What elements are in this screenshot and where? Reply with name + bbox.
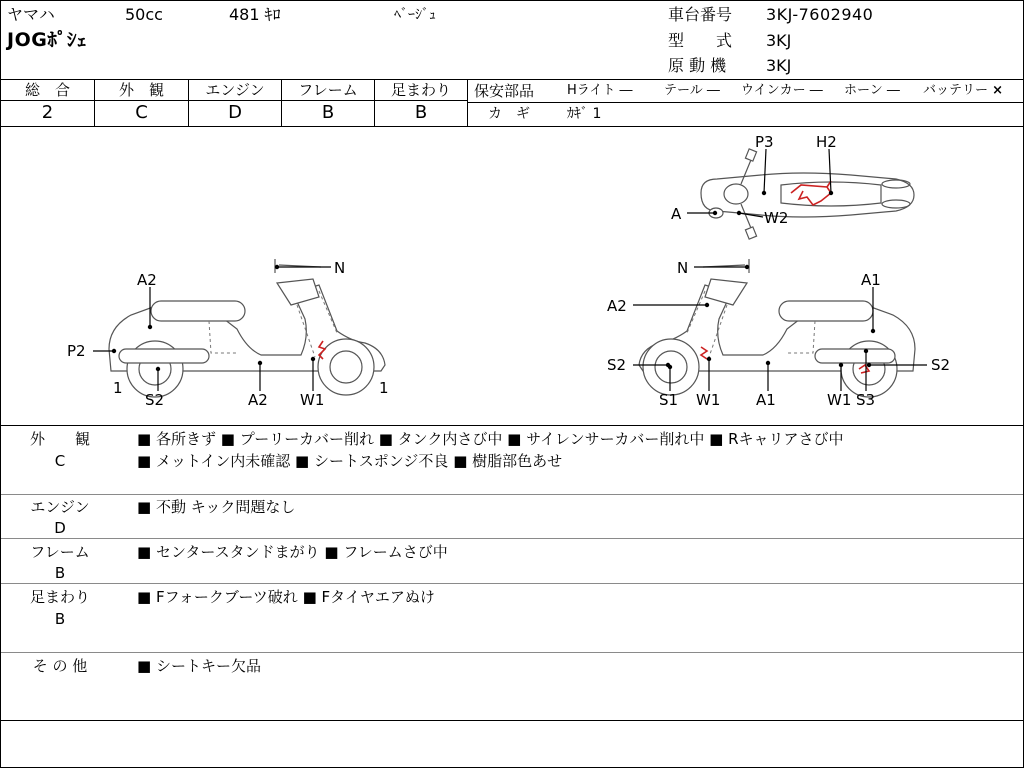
grade-engine-label: エンジン bbox=[205, 81, 265, 99]
label-w1-right-a: W1 bbox=[696, 391, 721, 409]
label-a2-right: A2 bbox=[607, 297, 627, 315]
top-view-scooter bbox=[701, 149, 914, 239]
label-one-left: 1 bbox=[113, 379, 123, 397]
rule bbox=[1, 79, 1023, 80]
label-h2: H2 bbox=[816, 133, 837, 151]
grade-frame-value: B bbox=[321, 102, 335, 123]
model-type: 3KJ bbox=[766, 31, 792, 50]
key-label: カ ギ bbox=[488, 106, 530, 122]
notes-frame-line1: ■ センタースタンドまがり ■ フレームさび中 bbox=[137, 543, 448, 561]
label-one-right: 1 bbox=[379, 379, 389, 397]
model-type-label: 型 式 bbox=[668, 31, 733, 50]
label-a1-right-bottom: A1 bbox=[756, 391, 776, 409]
label-s3: S3 bbox=[856, 391, 876, 409]
label-a2-left-top: A2 bbox=[137, 271, 157, 289]
model-name: JOGﾎﾟｼｪ bbox=[7, 29, 87, 51]
frame-no-label: 車台番号 bbox=[668, 5, 733, 24]
safety-item-tail: テール ― bbox=[664, 83, 720, 98]
safety-item-horn: ホーン ― bbox=[844, 83, 900, 98]
rule bbox=[468, 102, 1023, 103]
grade-suspension-value: B bbox=[414, 102, 428, 123]
label-n-right: N bbox=[677, 259, 689, 277]
color: ﾍﾞｰｼﾞｭ bbox=[394, 7, 436, 23]
safety-item-battery: バッテリー × bbox=[923, 83, 1004, 98]
divider bbox=[1, 652, 1023, 653]
displacement: 50cc bbox=[125, 5, 163, 24]
engine-type: 3KJ bbox=[766, 56, 792, 75]
grade-exterior-label: 外 観 bbox=[118, 81, 164, 99]
label-w1-right-b: W1 bbox=[827, 391, 852, 409]
notes-engine-line1: ■ 不動 キック問題なし bbox=[137, 498, 296, 516]
label-w1-left: W1 bbox=[300, 391, 325, 409]
mileage: 481 ｷﾛ bbox=[229, 5, 281, 24]
rule bbox=[1, 100, 467, 101]
rule bbox=[1, 720, 1023, 721]
notes-other-label: そ の 他 bbox=[32, 657, 88, 675]
grade-frame-label: フレーム bbox=[298, 81, 358, 99]
grade-suspension-label: 足まわり bbox=[390, 81, 451, 99]
notes-suspension-grade: B bbox=[54, 610, 66, 628]
notes-frame-label: フレーム bbox=[30, 543, 90, 561]
grade-overall-label: 総 合 bbox=[24, 81, 70, 99]
rule bbox=[467, 80, 468, 126]
label-s1: S1 bbox=[659, 391, 679, 409]
damage-diagram bbox=[1, 127, 1023, 425]
label-p3: P3 bbox=[755, 133, 774, 151]
safety-label: 保安部品 bbox=[474, 82, 535, 100]
engine-type-label: 原 動 機 bbox=[668, 56, 727, 75]
key-value: ｶｷﾞ 1 bbox=[567, 106, 602, 122]
grade-overall-value: 2 bbox=[41, 102, 54, 123]
notes-suspension-label: 足まわり bbox=[29, 588, 90, 606]
label-a1-right-top: A1 bbox=[861, 271, 881, 289]
label-s2-right-right: S2 bbox=[931, 356, 951, 374]
safety-item-headlight: Hライト ― bbox=[567, 83, 633, 98]
notes-exterior-line2: ■ メットイン内未確認 ■ シートスポンジ不良 ■ 樹脂部色あせ bbox=[137, 452, 563, 470]
notes-other-line1: ■ シートキー欠品 bbox=[137, 657, 261, 675]
divider bbox=[1, 538, 1023, 539]
notes-exterior-grade: C bbox=[54, 452, 66, 470]
maker: ヤマハ bbox=[7, 5, 55, 24]
divider bbox=[1, 494, 1023, 495]
label-s2-left: S2 bbox=[145, 391, 165, 409]
label-a2-left-bottom: A2 bbox=[248, 391, 268, 409]
notes-exterior-label: 外 観 bbox=[29, 430, 90, 448]
rule bbox=[1, 425, 1023, 426]
notes-exterior-line1: ■ 各所きず ■ プーリーカバー削れ ■ タンク内さび中 ■ サイレンサーカバー削れ中 ■ Rキャリアさび中 bbox=[137, 430, 844, 448]
divider bbox=[1, 583, 1023, 584]
notes-suspension-line1: ■ Fフォークブーツ破れ ■ Fタイヤエアぬけ bbox=[137, 588, 435, 606]
frame-no: 3KJ-7602940 bbox=[766, 5, 874, 24]
label-a-top: A bbox=[671, 205, 682, 223]
label-n-left: N bbox=[334, 259, 346, 277]
label-w2: W2 bbox=[764, 209, 789, 227]
safety-item-winker: ウインカー ― bbox=[741, 83, 823, 98]
grade-engine-value: D bbox=[228, 102, 242, 123]
label-s2-right-left: S2 bbox=[607, 356, 627, 374]
notes-frame-grade: B bbox=[54, 564, 66, 582]
notes-engine-label: エンジン bbox=[30, 498, 90, 516]
notes-engine-grade: D bbox=[54, 519, 66, 537]
label-p2: P2 bbox=[67, 342, 86, 360]
grade-exterior-value: C bbox=[135, 102, 148, 123]
